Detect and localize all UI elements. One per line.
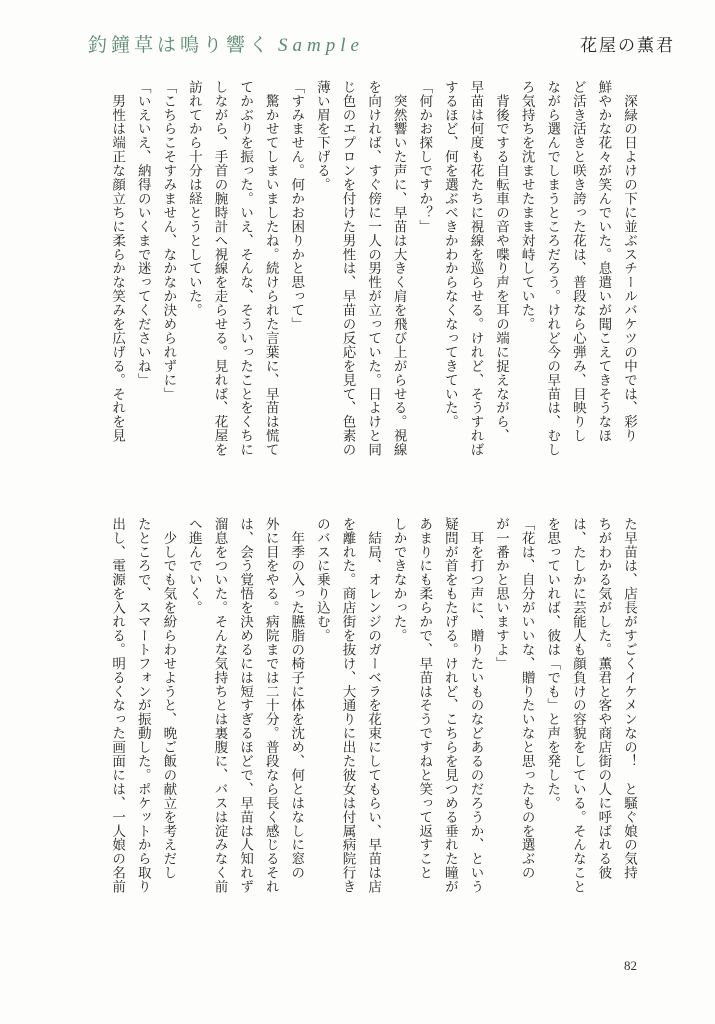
text-line: 突然響いた声に、早苗は大きく肩を飛び上がらせる。視線 [390,80,407,457]
text-line: 「こちらこそすみません、なかなか決められずに」 [160,80,177,401]
text-line: 年季の入った臙脂の椅子に体を沈め、何とはなしに窓の [288,517,305,880]
text-line: 出し、電源を入れる。明るくなった画面には、一人娘の名前 [109,517,126,894]
text-line: 外に目をやる。病院までは二十分。普段なら長く感じるそれ [262,517,279,894]
text-line: が一番かと思いますよ」 [493,517,510,671]
text-line: 「いえいえ、納得のいくまで迷ってくださいね」 [134,80,151,387]
text-line: 疑問が首をもたげる。けれど、こちらを見つめる垂れた瞳が [441,517,458,894]
text-line: 早苗は何度も花たちに視線を巡らせる。けれど、そうすれば [467,80,484,457]
text-line: は、会う覚悟を決めるには短すぎるほどで、早苗は人知れず [237,517,254,894]
text-line: 薄い眉を下げる。 [313,80,330,192]
text-line: しながら、手首の腕時計へ視線を走らせる。見れば、花屋を [211,80,228,457]
text-line: を思っていれば、彼は「でも」と声を発した。 [544,517,561,810]
book-title [88,30,364,57]
text-line: た早苗は、店長がすごくイケメンなの！ と騒ぐ娘の気持 [621,517,637,880]
text-line: するほど、何を選ぶべきかわからなくなってきていた。 [441,80,458,429]
text-line: 深緑の日よけの下に並ぶスチールバケツの中では、彩り [621,80,637,443]
text-line: たところで、スマートフォンが振動した。ポケットから取り [134,517,151,894]
text-block-lower [109,517,641,937]
text-line: 驚かせてしまいましたね。続けられた言葉に、早苗は慌て [262,80,279,457]
text-line: てかぶりを振った。いえ、そんな、そういったことをくちに [237,80,254,457]
text-line: しかできなかった。 [390,517,407,643]
text-line: あまりにも柔らかで、早苗はそうですねと笑って返すこと [416,517,433,880]
text-line: ちがわかる気がした。薫君と客や商店街の人に呼ばれる彼 [595,517,612,880]
text-line: 少しでも気を紛らわせようと、晩ご飯の献立を考えだし [160,517,177,880]
text-line: を向ければ、すぐ傍に一人の男性が立っていた。日よけと同 [365,80,382,457]
text-line: 男性は端正な顔立ちに柔らかな笑みを広げる。それを見 [109,80,126,443]
text-line: 「花は、自分がいいな、贈りたいなと思ったものを選ぶの [518,517,535,880]
text-line: ろ気持ちを沈ませたまま対峙していた。 [518,80,535,332]
sample-label: Sample [278,35,364,56]
text-line: は、たしかに芸能人も顔負けの容貌をしている。そんなこと [569,517,586,894]
page-number: 82 [624,958,637,973]
text-line: 背後でする自転車の音や喋り声を耳の端に捉えながら、 [493,80,510,443]
text-line: じ色のエプロンを付けた男性は、早苗の反応を見て、色素の [339,80,356,457]
text-line: 鮮やかな花々が笑んでいた。息遣いが聞こえてきそうなほ [595,80,612,443]
text-block-upper [109,80,641,490]
book-title-text: 釣鐘草は鳴り響く [88,34,273,56]
text-line: 「何かお探しですか？」 [416,80,433,234]
text-line: へ進んでいく。 [185,517,202,615]
text-line: 結局、オレンジのガーベラを花束にしてもらい、早苗は店 [365,517,382,894]
text-line: ながら選んでしまうところだろう。けれど今の早苗は、むし [544,80,561,457]
text-line: のバスに乗り込む。 [313,517,330,643]
text-line: を離れた。商店街を抜け、大通りに出た彼女は付属病院行き [339,517,356,894]
text-line: 「すみません。何かお困りかと思って」 [288,80,305,332]
text-line: 耳を打つ声に、贈りたいものなどあるのだろうか、という [467,517,484,894]
text-line: 訪れてから十分は経とうとしていた。 [185,80,202,318]
chapter-title: 花屋の薫君 [580,36,675,56]
text-line: 溜息をついた。そんな気持ちとは裏腹に、バスは淀みなく前 [211,517,228,894]
text-line: ど活き活きと咲き誇った花は、普段なら心弾み、目映りし [569,80,586,443]
